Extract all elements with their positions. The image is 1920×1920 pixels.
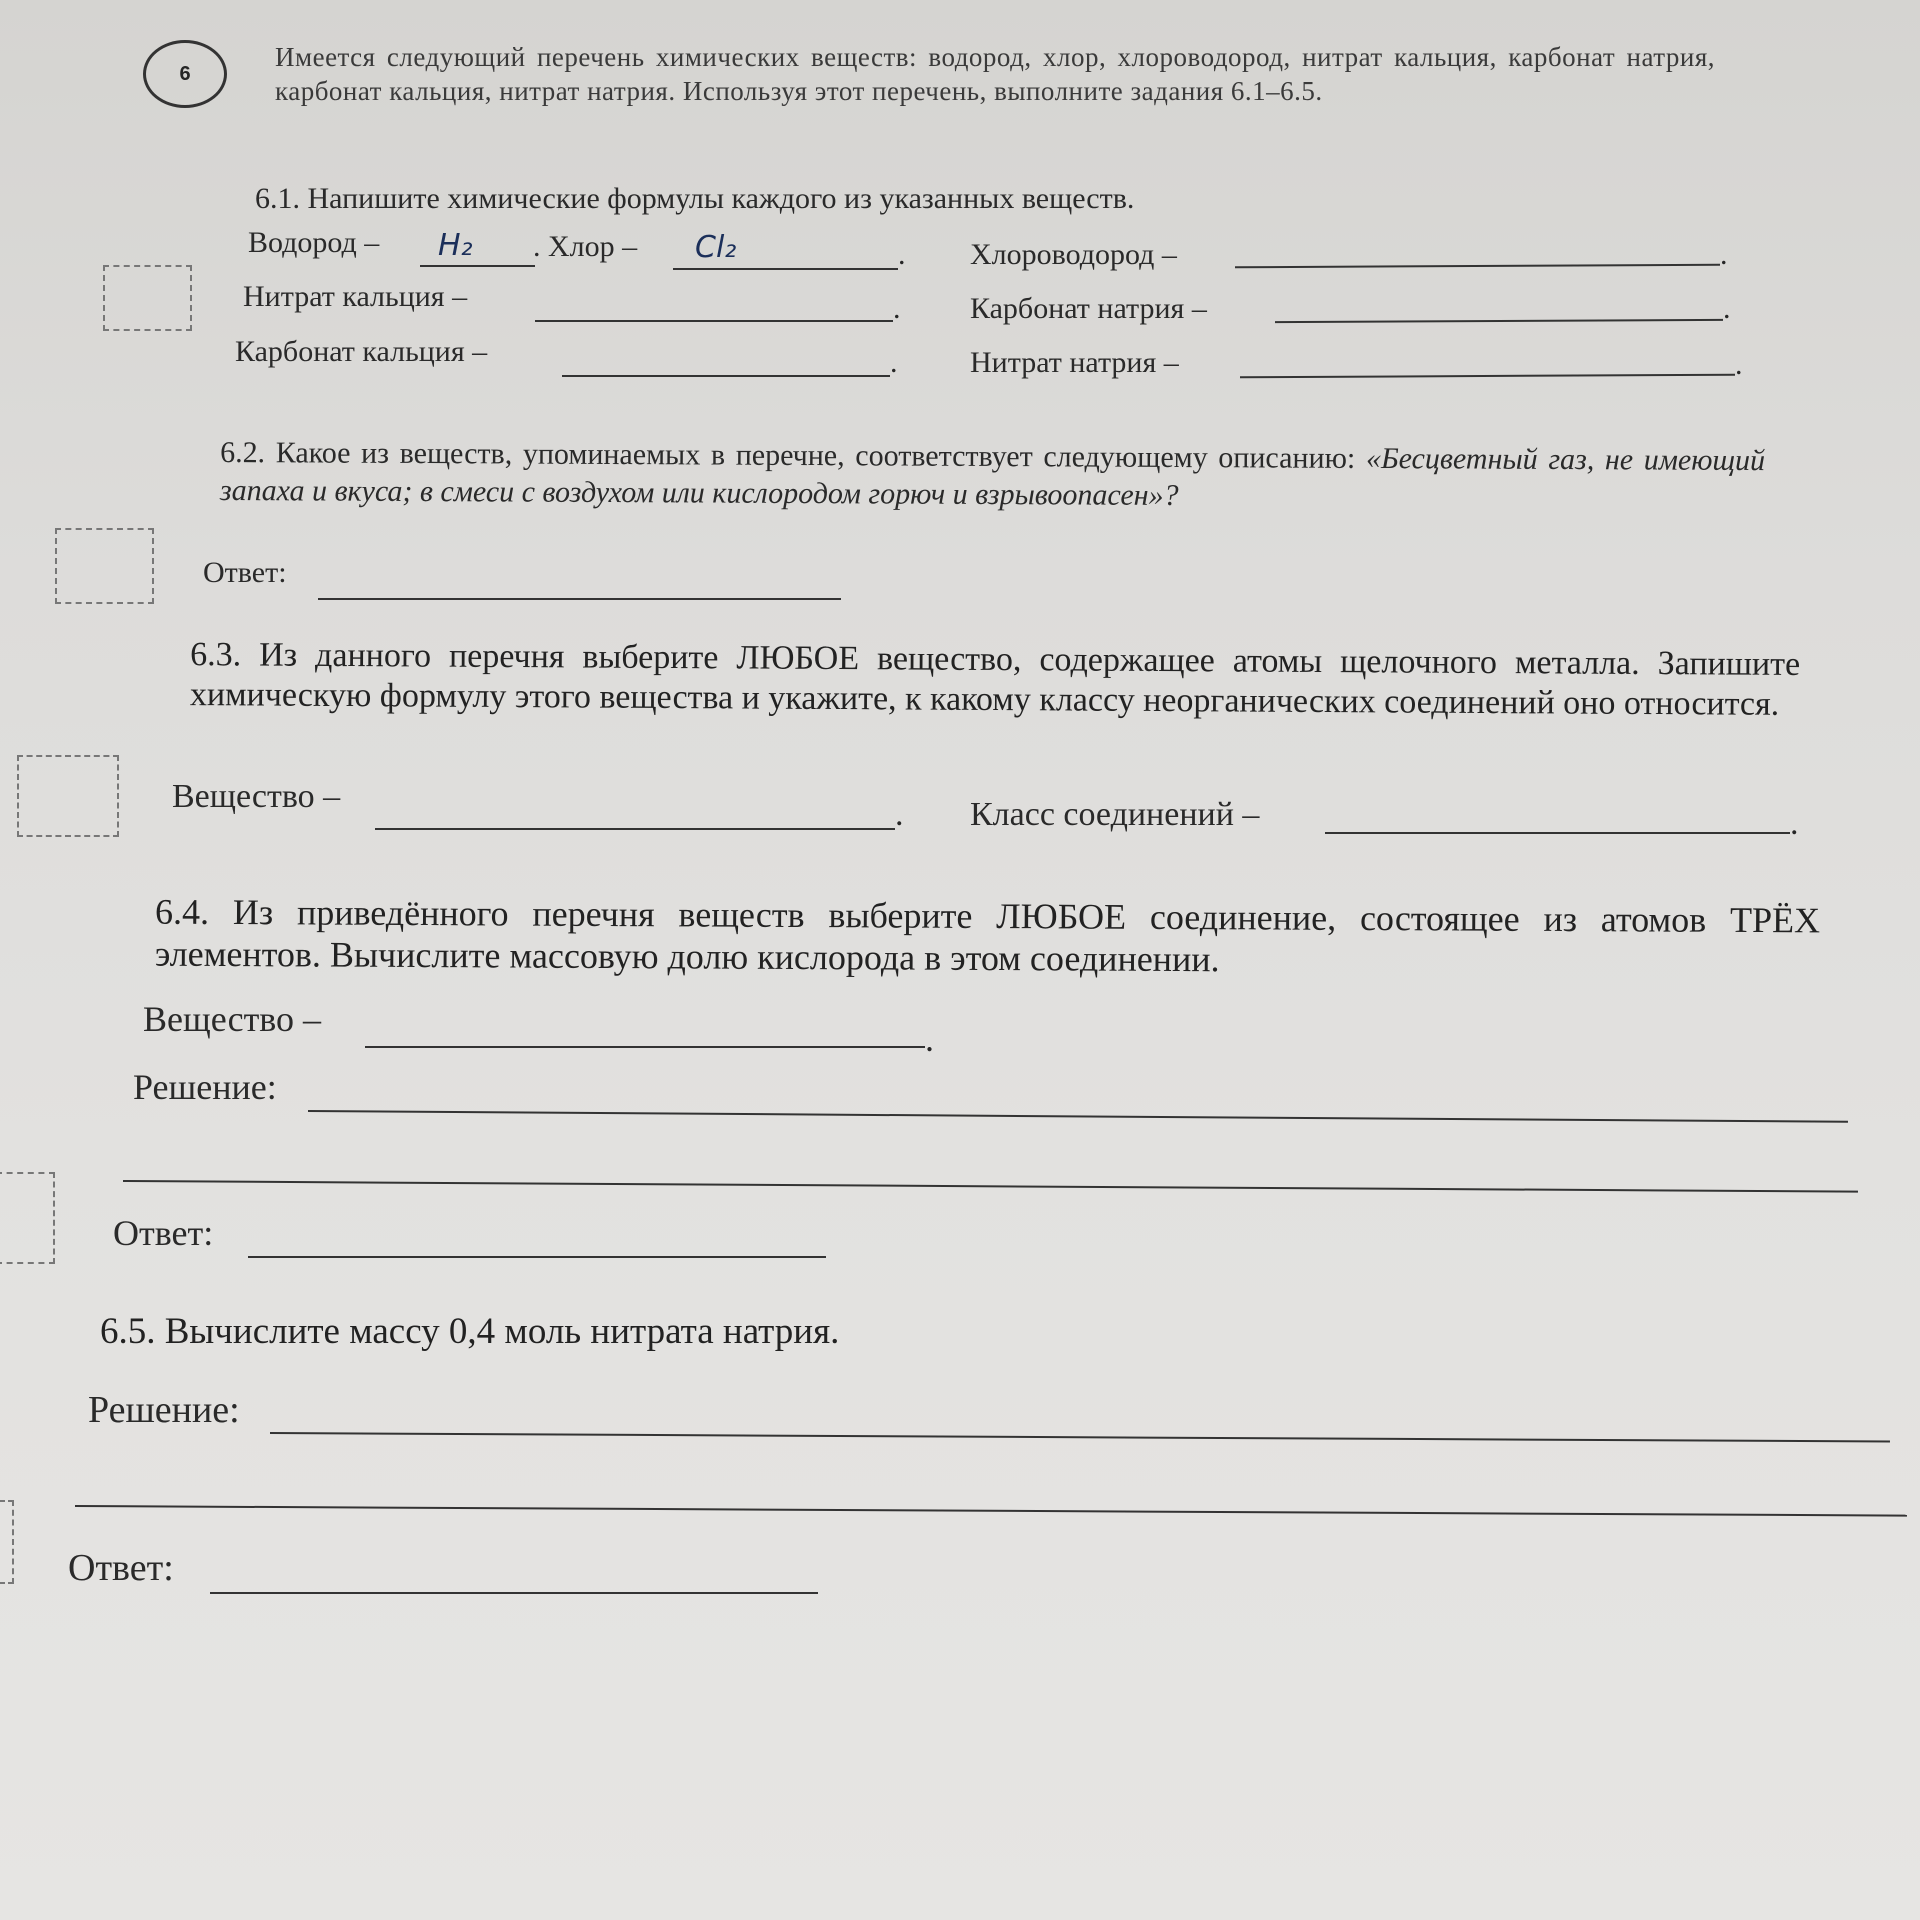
- score-box-6-1: [103, 265, 192, 331]
- ca-nitrate-label: Нитрат кальция –: [243, 280, 468, 313]
- hcl-label: Хлороводород –: [970, 238, 1177, 271]
- task-6-2-question: [220, 434, 1765, 518]
- chlorine-label: . Хлор –: [533, 230, 638, 263]
- task-6-5-solution-line-2[interactable]: [75, 1505, 1907, 1517]
- score-box-6-3: [17, 755, 119, 837]
- task-6-2-question-text: 6.2. Какое из веществ, упоминаемых в перечне, соответствует следующему описанию:: [220, 435, 1356, 475]
- task-6-4-answer-line[interactable]: [248, 1256, 826, 1258]
- task-6-3-class-label: Класс соединений –: [970, 796, 1260, 833]
- score-box-6-2: [55, 528, 154, 604]
- task-intro: Имеется следующий перечень химических веществ: водород, хлор, хлороводород, нитрат кальция, карбонат натрия, карбонат кальция, нитрат натрия. Используя этот перечень, выполните задания 6.1–6.5.: [275, 42, 1715, 106]
- task-6-4-solution-line-1[interactable]: [308, 1110, 1848, 1123]
- task-6-3-substance-label: Вещество –: [172, 778, 341, 815]
- na-carbonate-answer-line[interactable]: [1275, 319, 1723, 323]
- task-6-3-class-line[interactable]: [1325, 832, 1790, 834]
- ca-nitrate-answer-line[interactable]: [535, 320, 893, 322]
- task-6-4-substance-line[interactable]: [365, 1046, 925, 1048]
- task-6-5-answer-line[interactable]: [210, 1592, 818, 1594]
- task-6-4-substance-label: Вещество –: [143, 999, 322, 1039]
- task-6-4-question: 6.4. Из приведённого перечня веществ выберите ЛЮБОЕ соединение, состоящее из атомов ТРЁХ элементов. Вычислите массовую долю кислорода в этом соединении.: [154, 891, 1821, 980]
- chlorine-answer: Cl₂: [695, 230, 737, 265]
- task-6-3-substance-line[interactable]: [375, 828, 895, 830]
- task-6-4-answer-label: Ответ:: [113, 1213, 214, 1253]
- na-carbonate-label: Карбонат натрия –: [970, 292, 1207, 325]
- task-6-4-solution-line-2[interactable]: [123, 1180, 1858, 1193]
- task-6-2-answer-line[interactable]: [318, 598, 841, 600]
- score-box-6-4: [0, 1172, 55, 1264]
- na-nitrate-label: Нитрат натрия –: [970, 346, 1179, 379]
- worksheet-page: 6 Имеется следующий перечень химических веществ: водород, хлор, хлороводород, нитрат кальция, карбонат натрия, карбонат кальция, нитрат натрия. Используя этот перечень, выполните задания 6.1–6.5. 6.1. Напишите химические формулы каждого из указанных веществ. Водород – H₂ . Хлор – Cl₂ . Хлороводород – . Нитрат кальция – . Карбонат натрия – . Карбонат кальция – . Нитрат натрия – . 6.2. Какое из веществ, упоминаемых в перечне, соответствует следующему описанию: «Бесцветный газ, не имеющий запаха и вкуса; в смеси с воздухом или кислородом горюч и взрывоопасен»? Ответ: 6.3. Из данного перечня выберите ЛЮБОЕ вещество, содержащее атомы щелочного металла. Запишите химическую формулу этого вещества и укажите, к какому классу неорганических соединений оно относится. Вещество – . Класс соединений – . 6.4. Из приведённого перечня веществ выберите ЛЮБОЕ соединение, состоящее из атомов ТРЁХ элементов. Вычислите массовую долю кислорода в этом соединении. Вещество – . Решение: Ответ: 6.5. Вычислите массу 0,4 моль нитрата натрия. Решение: Ответ:: [0, 0, 1920, 1920]
- ca-carbonate-answer-line[interactable]: [562, 375, 890, 377]
- chlorine-answer-line[interactable]: [673, 268, 898, 270]
- hydrogen-answer-line[interactable]: [420, 265, 535, 267]
- task-6-5-solution-line-1[interactable]: [270, 1432, 1890, 1442]
- task-6-1-title: 6.1. Напишите химические формулы каждого из указанных веществ.: [255, 182, 1135, 215]
- hydrogen-label: Водород –: [248, 226, 380, 259]
- na-nitrate-answer-line[interactable]: [1240, 374, 1735, 379]
- task-6-5-question: 6.5. Вычислите массу 0,4 моль нитрата натрия.: [100, 1311, 840, 1352]
- score-box-6-5: [0, 1500, 14, 1584]
- task-number-circle: [143, 40, 227, 108]
- task-6-4-solution-label: Решение:: [133, 1067, 277, 1107]
- task-6-2-quote: «Бесцветный газ, не имеющий запаха и вкуса; в смеси с воздухом или кислородом горюч и взрывоопасен»?: [219, 441, 1766, 512]
- task-6-3-question: 6.3. Из данного перечня выберите ЛЮБОЕ вещество, содержащее атомы щелочного металла. Запишите химическую формулу этого вещества и укажите, к какому классу неорганических соединений оно относится.: [189, 636, 1801, 723]
- ca-carbonate-label: Карбонат кальция –: [235, 335, 488, 368]
- hydrogen-answer: H₂: [438, 228, 473, 263]
- task-number: 6: [179, 62, 191, 85]
- hcl-answer-line[interactable]: [1235, 264, 1720, 269]
- task-6-2-answer-label: Ответ:: [203, 556, 287, 589]
- task-6-5-answer-label: Ответ:: [68, 1547, 174, 1589]
- task-6-5-solution-label: Решение:: [88, 1389, 240, 1431]
